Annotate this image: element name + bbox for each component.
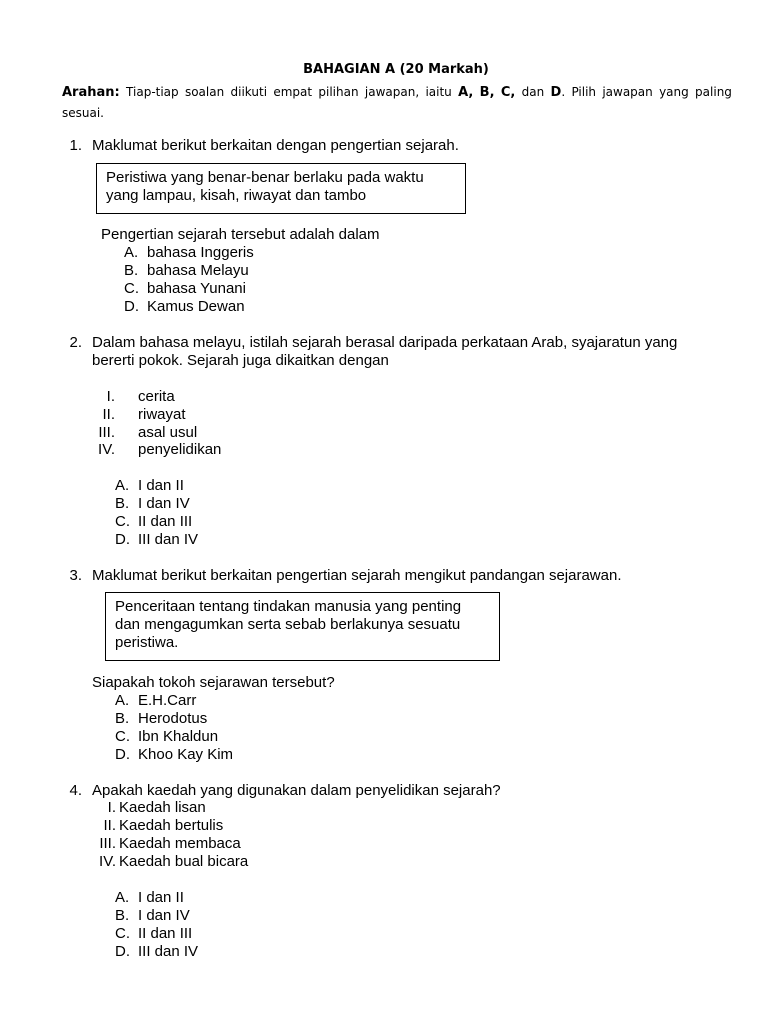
option-text: bahasa Melayu — [147, 262, 249, 279]
question-stem: Maklumat berikut berkaitan dengan pengertian sejarah. — [92, 137, 459, 154]
option-text: III dan IV — [138, 531, 199, 548]
roman-text: riwayat — [138, 406, 186, 423]
info-box-line: Penceritaan tentang tindakan manusia yang penting — [115, 598, 462, 615]
option-label: B. — [115, 710, 130, 727]
question-stem: Dalam bahasa melayu, istilah sejarah berasal daripada perkataan Arab, syajaratun yang — [92, 334, 678, 351]
option-label: A. — [115, 477, 130, 494]
option-text: I dan IV — [138, 495, 190, 512]
instruction-text-1: Tiap-tiap soalan diikuti empat pilihan jawapan, iaitu — [126, 85, 452, 99]
roman-label: III. — [98, 424, 115, 441]
option-text: II dan III — [138, 925, 193, 942]
question-text: Siapakah tokoh sejarawan tersebut? — [92, 674, 335, 691]
option-label: B. — [115, 907, 130, 924]
option-text: bahasa Yunani — [147, 280, 246, 297]
roman-text: Kaedah lisan — [119, 799, 206, 816]
info-box — [105, 592, 500, 661]
roman-label: II. — [103, 817, 116, 834]
roman-label: IV. — [98, 441, 115, 458]
question-number: 4. — [69, 782, 82, 799]
option-label: A. — [115, 692, 130, 709]
option-text: I dan II — [138, 889, 184, 906]
option-text: Kamus Dewan — [147, 298, 245, 315]
choice-b: B, — [479, 85, 495, 100]
question-number: 2. — [69, 334, 82, 351]
roman-text: Kaedah membaca — [119, 835, 241, 852]
option-text: I dan IV — [138, 907, 190, 924]
option-label: A. — [124, 244, 139, 261]
option-text: Ibn Khaldun — [138, 728, 219, 745]
option-label: D. — [124, 298, 139, 315]
question-number: 3. — [69, 567, 82, 584]
choice-d: D — [550, 85, 562, 100]
question-stem: Apakah kaedah yang digunakan dalam penyelidikan sejarah? — [92, 782, 501, 799]
roman-label: I. — [106, 388, 115, 405]
option-label: B. — [124, 262, 139, 279]
roman-text: penyelidikan — [138, 441, 222, 458]
option-label: C. — [115, 513, 130, 530]
instruction-and: dan — [521, 85, 545, 99]
choice-a: A, — [458, 85, 474, 100]
choice-c: C, — [500, 85, 516, 100]
instruction-text-2: . Pilih jawapan yang paling sesuai. — [62, 85, 732, 120]
option-text: bahasa Inggeris — [147, 244, 254, 261]
option-label: C. — [115, 728, 130, 745]
option-label: C. — [115, 925, 130, 942]
option-label: A. — [115, 889, 130, 906]
option-label: C. — [124, 280, 139, 297]
question-stem: Maklumat berikut berkaitan pengertian sejarah mengikut pandangan sejarawan. — [92, 567, 622, 584]
roman-text: Kaedah bertulis — [119, 817, 224, 834]
option-label: D. — [115, 943, 130, 960]
info-box-line: yang lampau, kisah, riwayat dan tambo — [106, 187, 367, 204]
info-box-line: peristiwa. — [115, 634, 179, 651]
roman-label: II. — [102, 406, 115, 423]
roman-label: IV. — [99, 853, 116, 870]
info-box — [96, 163, 466, 214]
roman-label: I. — [107, 799, 116, 816]
option-text: II dan III — [138, 513, 193, 530]
option-text: III dan IV — [138, 943, 199, 960]
roman-text: Kaedah bual bicara — [119, 853, 249, 870]
option-text: Herodotus — [138, 710, 208, 727]
info-box-line: Peristiwa yang benar-benar berlaku pada waktu — [106, 169, 424, 186]
roman-text: asal usul — [138, 424, 198, 441]
section-title: BAHAGIAN A (20 Markah) — [303, 62, 489, 77]
info-box-line: dan mengagumkan serta sebab berlakunya sesuatu — [115, 616, 461, 633]
option-text: Khoo Kay Kim — [138, 746, 234, 763]
option-text: I dan II — [138, 477, 184, 494]
option-label: D. — [115, 746, 130, 763]
question-stem: bererti pokok. Sejarah juga dikaitkan dengan — [92, 352, 389, 369]
option-label: B. — [115, 495, 130, 512]
roman-text: cerita — [138, 388, 175, 405]
roman-label: III. — [99, 835, 116, 852]
option-label: D. — [115, 531, 130, 548]
question-text: Pengertian sejarah tersebut adalah dalam — [101, 226, 380, 243]
instruction — [62, 82, 732, 123]
option-text: E.H.Carr — [138, 692, 197, 709]
instruction-label: Arahan: — [62, 85, 120, 100]
question-number: 1. — [69, 137, 82, 154]
